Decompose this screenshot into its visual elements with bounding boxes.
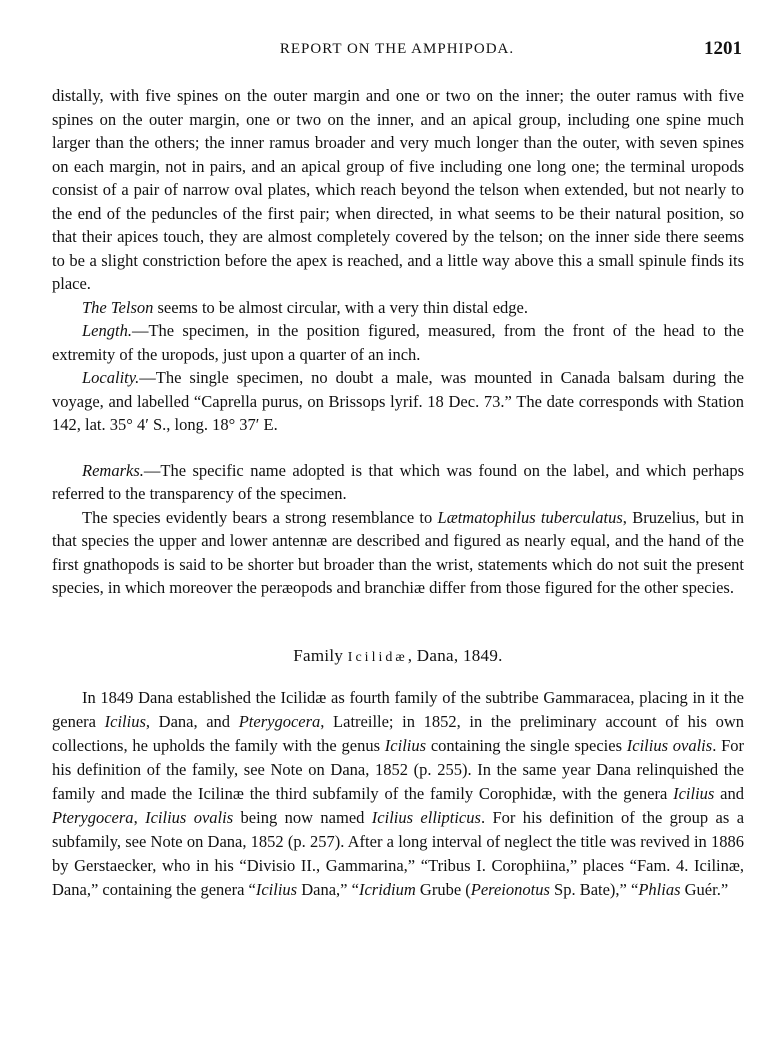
- species-text-b: , Bruzelius, but in that species the upper and lower antennæ are described and figured as nearly equal, and the hand of the first gnathopods is said to be shorter but broader than the wrist, statements which do not suit the present species, in which moreover the peræopods and branchiæ differ from those figured for the other species.: [52, 507, 745, 597]
- genus-icilius: Icilius: [255, 879, 298, 899]
- paragraph-length: [52, 319, 744, 366]
- body-text: [52, 84, 744, 902]
- family-text-11: Grube (: [415, 879, 471, 899]
- family-text-4: containing the single species: [426, 735, 627, 755]
- heading-prefix: Family: [293, 645, 348, 665]
- paragraph-species-comparison: [52, 506, 744, 600]
- locality-label: Locality.: [82, 368, 140, 387]
- family-text-12: Sp. Bate),” “: [549, 879, 639, 899]
- remarks-label: Remarks.: [82, 460, 144, 480]
- genus-icilius: Icilius: [104, 711, 146, 731]
- family-text-1: In 1849 Dana established the Icilidæ as fourth family of the subtribe Gammaracea, placing in it the genera: [52, 687, 744, 731]
- heading-family-name: Icilidæ: [347, 649, 408, 665]
- paragraph-uropods-continued: distally, with five spines on the outer margin and one or two on the inner; the outer ramus with five spines on the outer margin, one or two on the inner, and an apical group, including one spine much larger than the others; the inner ramus broader and very much longer than the outer, with seven spines on each margin, not in pairs, and an apical group of five including one long one; the terminal uropods consist of a pair of narrow oval plates, which reach beyond the telson when extended, but not nearly to the end of the peduncles of the first pair; when directed, in what seems to be their natural position, so that their apices touch, they are almost completely covered by the telson; on the inner side there seems to be a slight constriction before the apex is reached, and a little way above this a small spinule finds its place.: [52, 86, 744, 293]
- family-text-13: Guér.”: [680, 879, 729, 899]
- family-text-2: , Dana, and: [145, 711, 239, 731]
- paragraph-remarks: [52, 459, 744, 506]
- length-label: Length.: [82, 321, 132, 340]
- genus-pterygocera: Pterygocera: [238, 711, 321, 731]
- species-name-italic: Lætmatophilus tuberculatus: [437, 507, 623, 527]
- genus-icilius: Icilius: [384, 735, 427, 755]
- running-title: REPORT ON THE AMPHIPODA.: [279, 41, 515, 57]
- species-icilius-ellipticus: Icilius ellipticus: [371, 807, 481, 827]
- species-text-a: The species evidently bears a strong resemblance to: [82, 507, 438, 527]
- family-text-6: and: [714, 783, 744, 803]
- genus-phlias: Phlias: [638, 879, 681, 899]
- family-text-8: being now named: [233, 807, 372, 827]
- paragraph-family-history: [52, 686, 744, 902]
- family-text-5: . For his definition of the family, see Note on Dana, 1852 (p. 255). In the same year Dana relinquished the family and made the Icilinæ the third subfamily of the family Corophidæ, with the genera: [52, 735, 745, 803]
- genus-icilius: Icilius: [673, 783, 715, 803]
- species-icilius-ovalis: Icilius ovalis: [145, 807, 234, 827]
- page-number: 1201: [704, 38, 742, 59]
- section-heading-family-icilidae: [52, 646, 744, 666]
- family-section: [52, 646, 744, 902]
- species-icilius-ovalis: Icilius ovalis: [626, 735, 713, 755]
- family-text-9: . For his definition of the group as a subfamily, see Note on Dana, 1852 (p. 257). After a long interval of neglect the title was revived in 1886 by Gerstaecker, who in his “Divisio II., Gammarina,” “Tribus I. Corophiina,” places “Fam. 4. Icilinæ, Dana,” containing the genera “: [52, 807, 745, 899]
- family-text-10: Dana,” “: [297, 879, 359, 899]
- family-text-3: , Latreille; in 1852, in the preliminary account of his own collections, he upholds the family with the genus: [52, 711, 745, 755]
- family-text-7: ,: [133, 807, 146, 827]
- telson-label: The Telson: [82, 297, 154, 317]
- genus-icridium: Icridium: [358, 879, 416, 899]
- genus-pterygocera: Pterygocera: [52, 807, 134, 827]
- genus-pereionotus: Pereionotus: [470, 879, 550, 899]
- length-text: —The specimen, in the position figured, measured, from the front of the head to the extremity of the uropods, just upon a quarter of an inch.: [52, 321, 744, 364]
- running-header: [52, 38, 742, 62]
- telson-text: seems to be almost circular, with a very thin distal edge.: [153, 297, 528, 317]
- remarks-text: —The specific name adopted is that which was found on the label, and which perhaps referred to the transparency of the specimen.: [52, 460, 744, 503]
- paragraph-telson: [52, 296, 744, 320]
- paragraph-locality: [52, 366, 744, 437]
- heading-suffix: , Dana, 1849.: [407, 645, 503, 665]
- locality-text: —The single specimen, no doubt a male, was mounted in Canada balsam during the voyage, and labelled “Caprella purus, on Brissops lyrif. 18 Dec. 73.” The date corresponds with Station 142, lat. 35° 4′ S., long. 18° 37′ E.: [52, 368, 744, 434]
